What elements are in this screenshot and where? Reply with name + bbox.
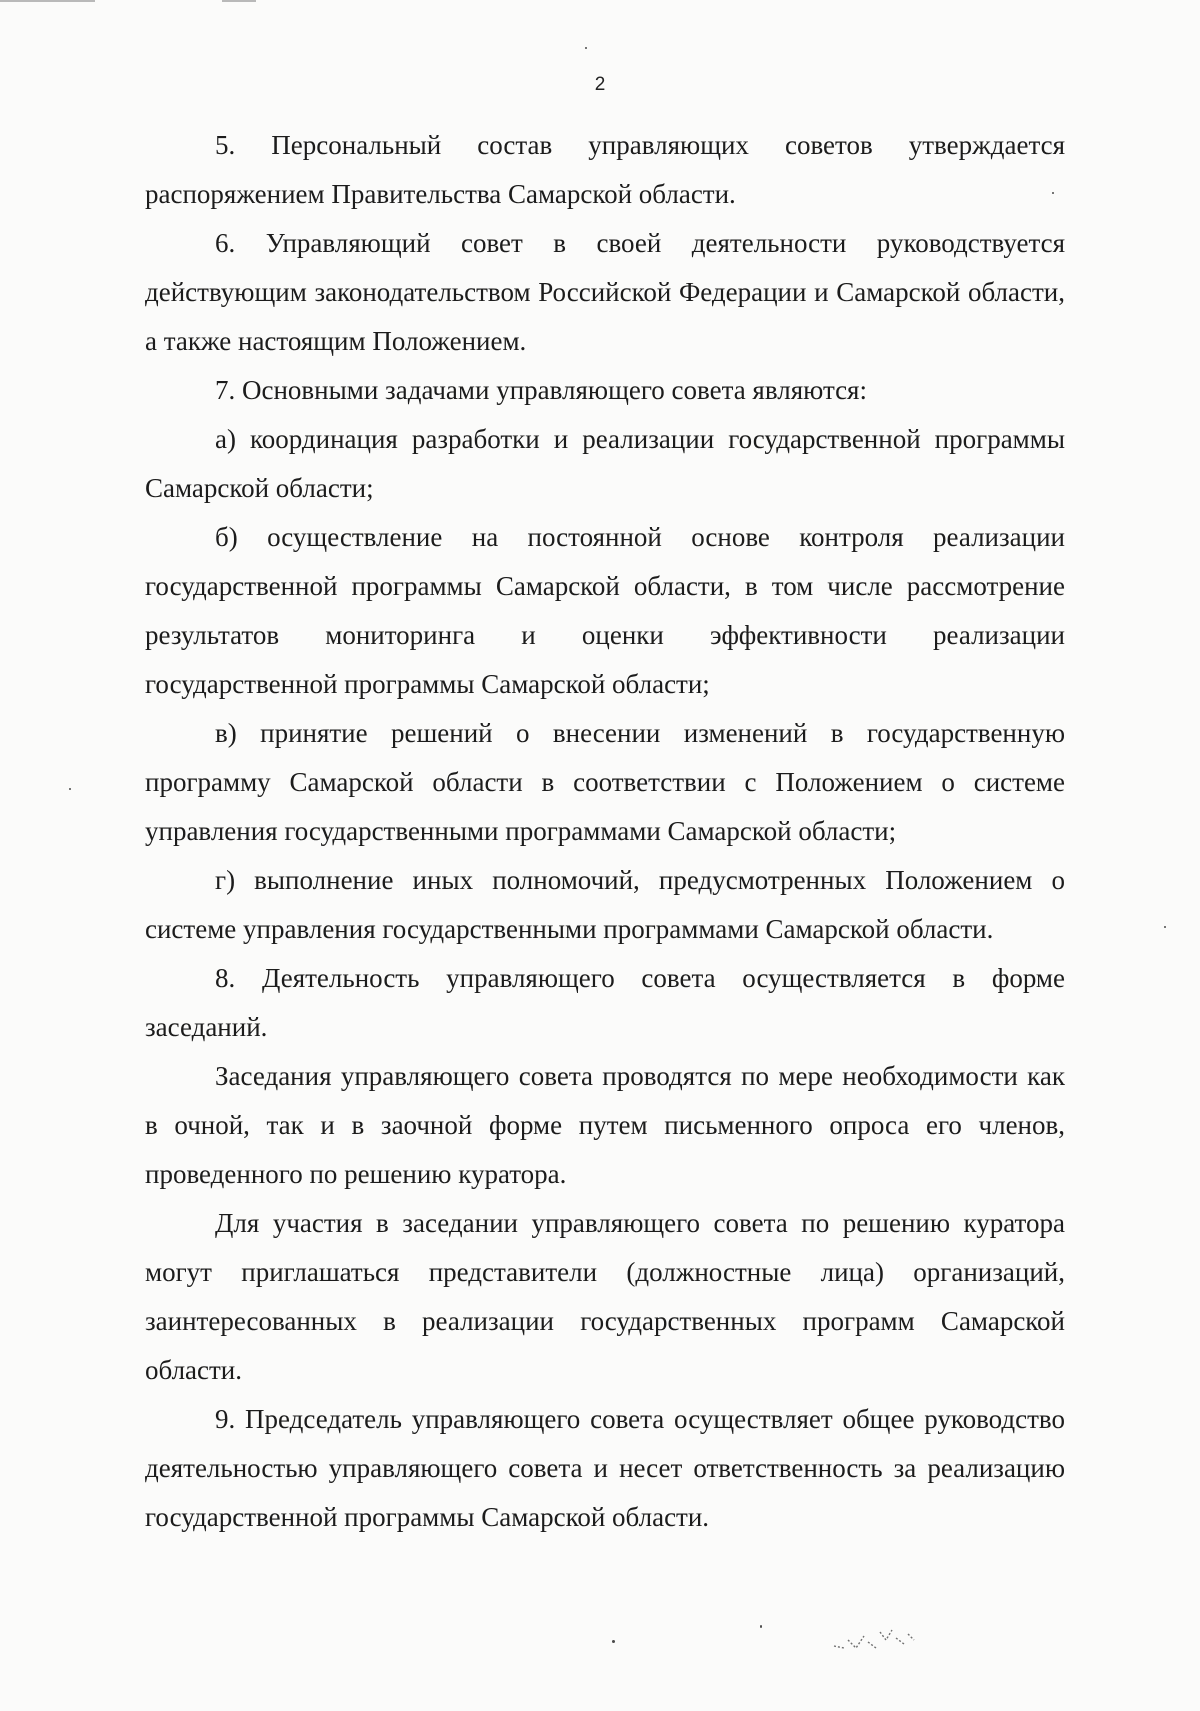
scan-speck: [585, 47, 587, 49]
paragraph-8-participation: Для участия в заседании управляющего совета по решению куратора могут приглашаться представители (должностные лица) организаций, заинтересованных в реализации государственных программ Самарской области.: [145, 1208, 1065, 1385]
paragraph-7b: б) осуществление на постоянной основе контроля реализации государственной программы Самарской области, в том числе рассмотрение результатов мониторинга и оценки эффективности реализации государственной программы Самарской области;: [145, 522, 1065, 699]
scan-speck: [612, 1640, 615, 1643]
scan-edge-marks: [0, 0, 260, 4]
scan-speck: [1052, 192, 1054, 194]
paragraph-5: 5. Персональный состав управляющих советов утверждается распоряжением Правительства Самарской области.: [145, 130, 1065, 209]
page-number: 2: [594, 74, 606, 95]
paragraph-7g: г) выполнение иных полномочий, предусмотренных Положением о системе управления государственными программами Самарской области.: [145, 865, 1065, 944]
scan-speck: [1164, 926, 1166, 928]
scan-speck: [760, 1625, 762, 1628]
paragraph-6: 6. Управляющий совет в своей деятельности руководствуется действующим законодательством Российской Федерации и Самарской области, а также настоящим Положением.: [145, 228, 1065, 356]
paragraph-8-meetings: Заседания управляющего совета проводятся по мере необходимости как в очной, так и в заочной форме путем письменного опроса его членов, проведенного по решению куратора.: [145, 1061, 1065, 1189]
document-body: [145, 121, 1065, 1542]
paragraph-7v: в) принятие решений о внесении изменений в государственную программу Самарской области в соответствии с Положением о системе управления государственными программами Самарской области;: [145, 718, 1065, 846]
paragraph-7: 7. Основными задачами управляющего совета являются:: [215, 375, 867, 405]
paragraph-8: 8. Деятельность управляющего совета осуществляется в форме заседаний.: [145, 963, 1065, 1042]
paragraph-9: 9. Председатель управляющего совета осуществляет общее руководство деятельностью управляющего совета и несет ответственность за реализацию государственной программы Самарской области.: [145, 1404, 1065, 1532]
paragraph-7a: а) координация разработки и реализации государственной программы Самарской области;: [145, 424, 1065, 503]
handwritten-mark: [830, 1618, 920, 1658]
scan-speck: [69, 788, 71, 790]
